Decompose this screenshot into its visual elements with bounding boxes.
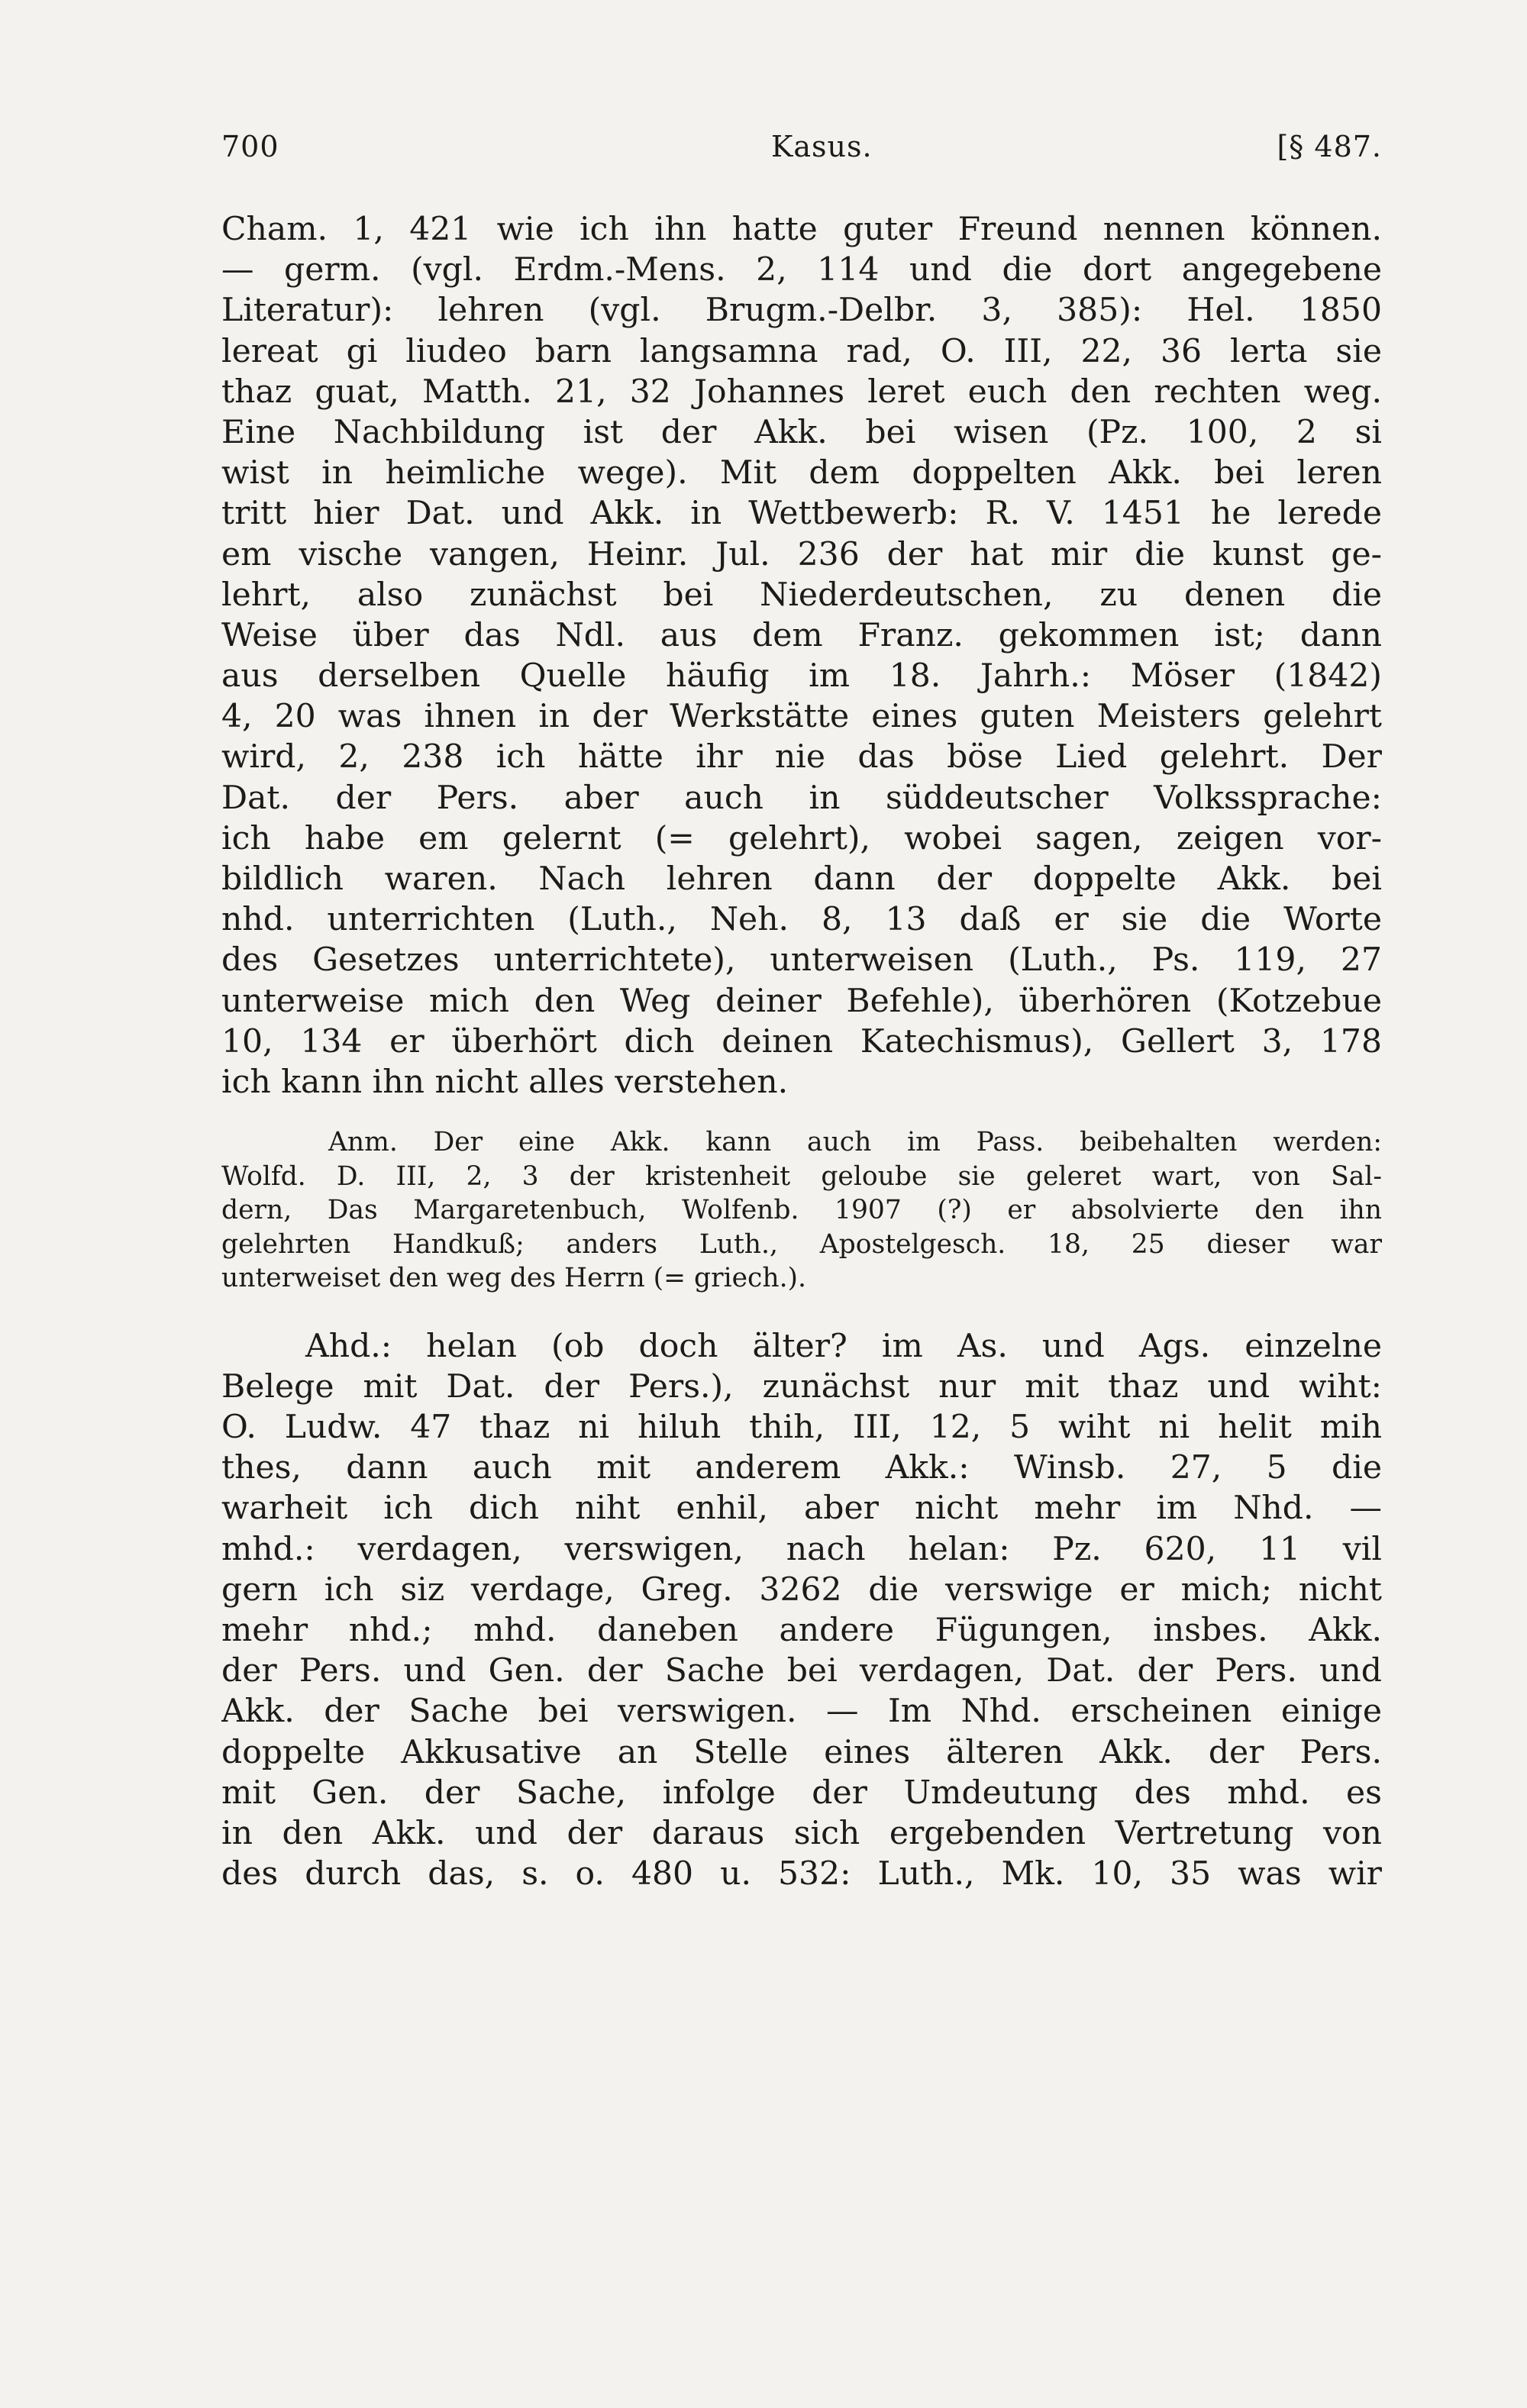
text-line: aus derselben Quelle häufig im 18. Jahrh.: Möser (1842) bbox=[221, 657, 1382, 696]
text-line: gern ich siz verdage, Greg. 3262 die verswige er mich; nicht bbox=[221, 1570, 1382, 1609]
text-line: O. Ludw. 47 thaz ni hiluh thih, III, 12, 5 wiht ni helit mih bbox=[221, 1409, 1382, 1446]
text-line: doppelte Akkusative an Stelle eines älteren Akk. der Pers. bbox=[221, 1733, 1382, 1771]
book-page bbox=[221, 130, 1382, 1894]
text-line: wird, 2, 238 ich hätte ihr nie das böse Lied gelehrt. Der bbox=[221, 738, 1382, 776]
text-line: em vische vangen, Heinr. Jul. 236 der hat mir die kunst ge- bbox=[221, 535, 1382, 573]
text-line: in den Akk. und der daraus sich ergebenden Vertretung von bbox=[221, 1814, 1382, 1852]
text-line: thes, dann auch mit anderem Akk.: Winsb. 27, 5 die bbox=[221, 1449, 1382, 1487]
text-line: lehrt, also zunächst bei Niederdeutschen, zu denen die bbox=[221, 576, 1382, 614]
note-line: gelehrten Handkuß; anders Luth., Apostelgesch. 18, 25 dieser war bbox=[221, 1228, 1382, 1260]
text-line: Literatur): lehren (vgl. Brugm.-Delbr. 3, 385): Hel. 1850 bbox=[221, 292, 1382, 330]
text-line: 4, 20 was ihnen in der Werkstätte eines guten Meisters gelehrt bbox=[221, 698, 1382, 736]
text-line: ich habe em gelernt (= gelehrt), wobei sagen, zeigen vor- bbox=[221, 819, 1382, 857]
text-line: mhd.: verdagen, verswigen, nach helan: Pz. 620, 11 vil bbox=[221, 1530, 1382, 1568]
text-line: thaz guat, Matth. 21, 32 Johannes leret euch den rechten weg. bbox=[221, 373, 1382, 411]
text-line: Dat. der Pers. aber auch in süddeutscher Volkssprache: bbox=[221, 779, 1382, 817]
running-head bbox=[221, 130, 1382, 176]
text-line: bildlich waren. Nach lehren dann der doppelte Akk. bei bbox=[221, 860, 1382, 898]
main-paragraph bbox=[221, 209, 1382, 1102]
note-line: dern, Das Margaretenbuch, Wolfenb. 1907 (?) er absolvierte den ihn bbox=[221, 1195, 1382, 1226]
note-line: unterweiset den weg des Herrn (= griech.). bbox=[221, 1263, 806, 1294]
section-number: [§ 487. bbox=[1277, 130, 1382, 163]
note-line: Wolfd. D. III, 2, 3 der kristenheit geloube sie geleret wart, von Sal- bbox=[221, 1160, 1382, 1192]
text-line: Ahd.: helan (ob doch älter? im As. und Ags. einzelne bbox=[305, 1327, 1382, 1365]
text-line: ich kann ihn nicht alles verstehen. bbox=[221, 1063, 789, 1101]
text-line: Eine Nachbildung ist der Akk. bei wisen (Pz. 100, 2 si bbox=[221, 413, 1382, 451]
text-line: warheit ich dich niht enhil, aber nicht mehr im Nhd. — bbox=[221, 1490, 1382, 1528]
text-line: der Pers. und Gen. der Sache bei verdagen, Dat. der Pers. und bbox=[221, 1652, 1382, 1690]
text-line: Akk. der Sache bei verswigen. — Im Nhd. erscheinen einige bbox=[221, 1693, 1382, 1731]
text-line: tritt hier Dat. und Akk. in Wettbewerb: R. V. 1451 he lerede bbox=[221, 495, 1382, 533]
text-line: Belege mit Dat. der Pers.), zunächst nur mit thaz und wiht: bbox=[221, 1367, 1382, 1406]
ahd-paragraph bbox=[221, 1326, 1382, 1895]
text-line: mit Gen. der Sache, infolge der Umdeutung des mhd. es bbox=[221, 1774, 1382, 1812]
note-line: Anm. Der eine Akk. kann auch im Pass. beibehalten werden: bbox=[328, 1127, 1382, 1158]
text-line: mehr nhd.; mhd. daneben andere Fügungen, insbes. Akk. bbox=[221, 1611, 1382, 1649]
text-line: — germ. (vgl. Erdm.-Mens. 2, 114 und die dort angegebene bbox=[221, 251, 1382, 289]
text-line: nhd. unterrichten (Luth., Neh. 8, 13 daß er sie die Worte bbox=[221, 901, 1382, 939]
text-line: Weise über das Ndl. aus dem Franz. gekommen ist; dann bbox=[221, 616, 1382, 654]
text-line: 10, 134 er überhört dich deinen Katechismus), Gellert 3, 178 bbox=[221, 1022, 1382, 1060]
text-line: unterweise mich den Weg deiner Befehle), überhören (Kotzebue bbox=[221, 982, 1382, 1020]
text-line: des durch das, s. o. 480 u. 532: Luth., Mk. 10, 35 was wir bbox=[221, 1855, 1382, 1893]
annotation-note bbox=[221, 1125, 1382, 1296]
chapter-title: Kasus. bbox=[771, 130, 873, 163]
text-line: des Gesetzes unterrichtete), unterweisen (Luth., Ps. 119, 27 bbox=[221, 941, 1382, 980]
text-line: wist in heimliche wege). Mit dem doppelten Akk. bei leren bbox=[221, 454, 1382, 492]
text-line: Cham. 1, 421 wie ich ihn hatte guter Freund nennen können. bbox=[221, 211, 1382, 248]
page-number: 700 bbox=[221, 130, 279, 163]
text-line: lereat gi liudeo barn langsamna rad, O. III, 22, 36 lerta sie bbox=[221, 332, 1382, 370]
